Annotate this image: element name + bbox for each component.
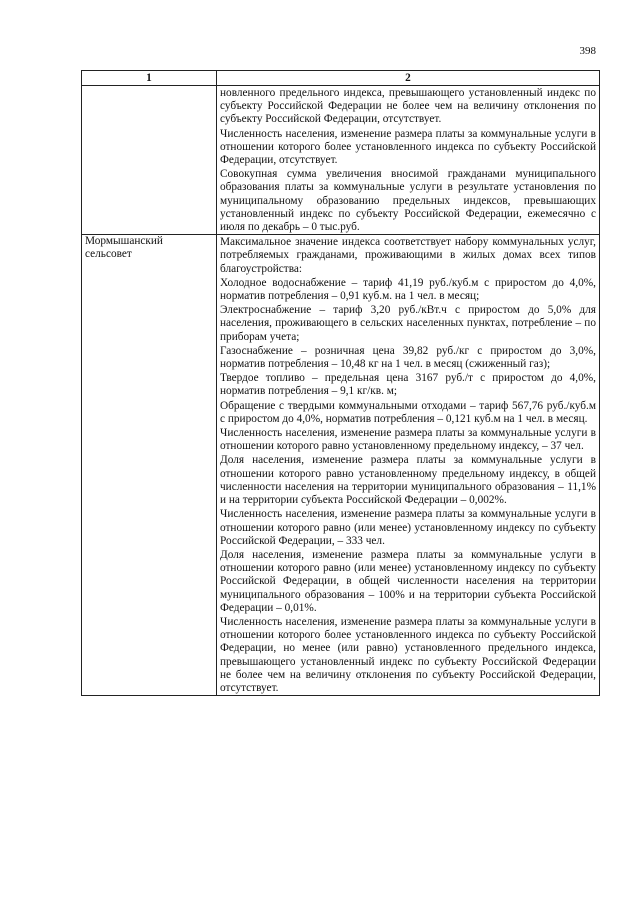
page-number: 398	[579, 45, 596, 57]
paragraph: Обращение с твердыми коммунальными отходами – тариф 567,76 руб./куб.м с приростом до 4,0%, норматив потребления – 0,121 куб.м на 1 чел. в месяц.	[220, 399, 596, 425]
table-header-row	[82, 71, 600, 86]
paragraph: Численность населения, изменение размера платы за коммунальные услуги в отношении которого равно (или менее) установленному индексу по субъекту Российской Федерации, – 333 чел.	[220, 508, 596, 547]
document-table	[81, 70, 600, 696]
paragraph: Численность населения, изменение размера платы за коммунальные услуги в отношении которого более установленного индекса по субъекту Российской Федерации, отсутствует.	[220, 127, 596, 167]
paragraph: Максимальное значение индекса соответствует набору коммунальных услуг, потребляемых гражданами, проживающими в жилых домах всех типов благоустройства:	[220, 236, 596, 275]
municipality-name-line: сельсовет	[85, 248, 132, 261]
paragraph: Численность населения, изменение размера платы за коммунальные услуги в отношении которого равно установленному предельному индексу, – 37 чел.	[220, 427, 596, 453]
paragraph: Холодное водоснабжение – тариф 41,19 руб./куб.м с приростом до 4,0%, норматив потребления – 0,91 куб.м. на 1 чел. в месяц;	[220, 276, 596, 303]
paragraph: Доля населения, изменение размера платы за коммунальные услуги в отношении которого равно (или менее) установленному индексу по субъекту Российской Федерации, в общей численности населения на территории муниципального образования – 100% и на территории субъекта Российской Федерации – 0,01%.	[220, 548, 596, 614]
paragraph: Совокупная сумма увеличения вносимой гражданами муниципального образования платы за коммунальные услуги в результате установления по муниципальному образованию предельных индексов, превышающих установленный индекс по субъекту Российской Федерации, ежемесячно с июля по декабрь – 0 тыс.руб.	[220, 168, 596, 234]
table-row	[82, 86, 600, 235]
description-cell	[217, 86, 600, 235]
column-header-1: 1	[82, 71, 217, 86]
municipality-name-cell	[82, 235, 217, 696]
paragraph: Доля населения, изменение размера платы за коммунальные услуги в отношении которого равно установленному предельному индексу, в общей численности населения на территории муниципального образования – 11,1% и на территории субъекта Российской Федерации – 0,002%.	[220, 454, 596, 507]
description-cell	[217, 235, 600, 696]
table-row	[82, 235, 600, 696]
paragraph: Численность населения, изменение размера платы за коммунальные услуги в отношении которого более установленного индекса по субъекту Российской Федерации, но менее (или равно) установленного предельного индекса, превышающего установленный индекс по субъекту Российской Федерации не более чем на величину отклонения по субъекту Российской Федерации, отсутствует.	[220, 615, 596, 694]
municipality-name-cell-empty	[82, 86, 217, 235]
paragraph: новленного предельного индекса, превышающего установленный индекс по субъекту Российской Федерации не более чем на величину отклонения по субъекту Российской Федерации, отсутствует.	[220, 87, 596, 126]
paragraph: Твердое топливо – предельная цена 3167 руб./т с приростом до 4,0%, норматив потребления – 9,1 кг/кв. м;	[220, 372, 596, 398]
column-header-2: 2	[217, 71, 600, 86]
paragraph: Электроснабжение – тариф 3,20 руб./кВт.ч с приростом до 5,0% для населения, проживающего в сельских населенных пунктах, потребление – по приборам учета;	[220, 304, 596, 343]
municipality-name-line: Мормышанский	[85, 235, 163, 248]
paragraph: Газоснабжение – розничная цена 39,82 руб./кг с приростом до 3,0%, норматив потребления – 10,48 кг на 1 чел. в месяц (сжиженный газ);	[220, 344, 596, 371]
